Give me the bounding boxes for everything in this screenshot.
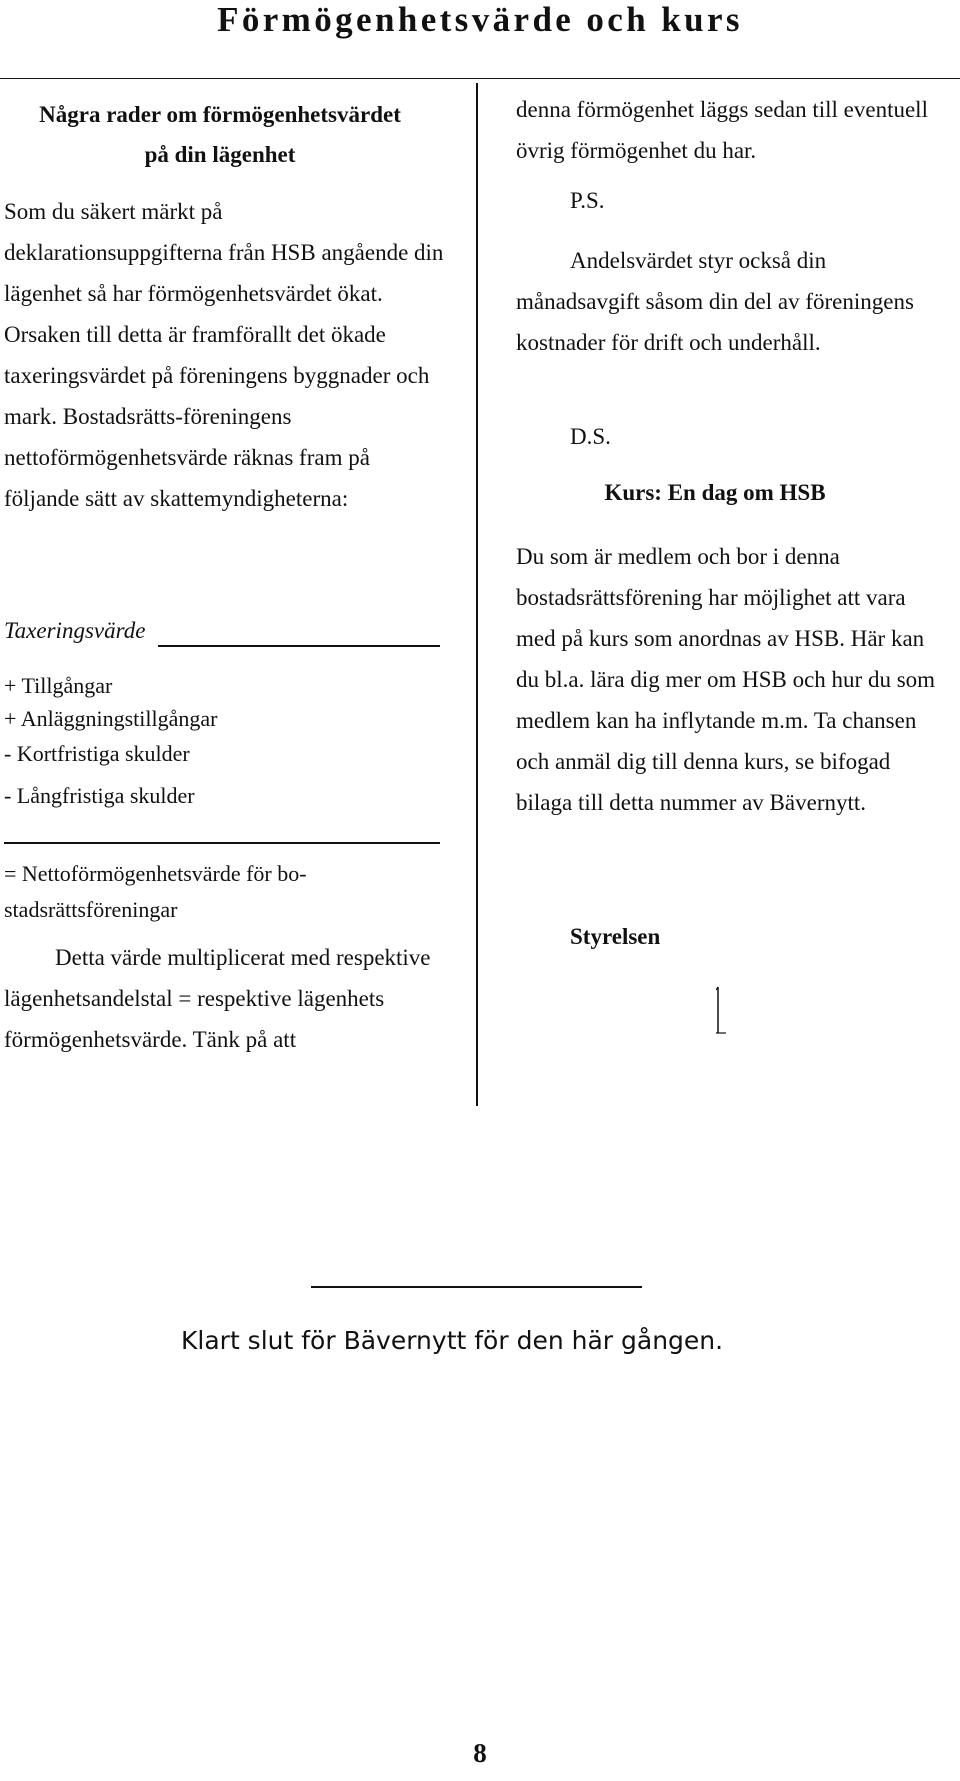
- formula-line-anlaggningstillgangar: + Anläggningstillgångar: [4, 706, 218, 731]
- closing-text: Klart slut för Bävernytt för den här gången.: [181, 1326, 724, 1355]
- page-title: Förmögenhetsvärde och kurs: [217, 0, 743, 39]
- formula-sum-rule: [4, 842, 440, 844]
- formula-line-langfristiga: - Långfristiga skulder: [4, 783, 195, 808]
- article-heading-line-1: Några rader om förmögenhetsvärdet: [39, 102, 401, 127]
- column-divider: [476, 83, 478, 1106]
- article-heading: [0, 95, 440, 175]
- ds-label: D.S.: [570, 424, 611, 449]
- formula-line-kortfristiga: - Kortfristiga skulder: [4, 741, 190, 766]
- formula-taxeringsvarde: Taxeringsvärde: [4, 618, 146, 643]
- kurs-paragraph: Du som är medlem och bor i denna bostadsrättsförening har möjlighet att vara med på kurs som anordnas av HSB. Här kan du bl.a. lära dig mer om HSB och hur du som medlem kan ha inflytande m.m. Ta chansen och anmäl dig till denna kurs, se bifogad bilaga till detta nummer av Bävernytt.: [516, 544, 936, 815]
- andelsvarde-paragraph: Andelsvärdet styr också din månadsavgift såsom din del av föreningens kostnader för drift och underhåll.: [516, 248, 914, 355]
- article-heading-line-2: på din lägenhet: [144, 142, 296, 167]
- page-number: 8: [473, 1738, 487, 1768]
- formula-line-tillgangar: + Tillgångar: [4, 673, 113, 698]
- kurs-heading: Kurs: En dag om HSB: [604, 480, 826, 505]
- header-rule: [0, 78, 960, 79]
- formula-underline: [158, 645, 440, 647]
- continuation-paragraph: denna förmögenhet läggs sedan till eventuell övrig förmögenhet du har.: [516, 97, 928, 163]
- detta-paragraph: Detta värde multiplicerat med respektive lägenhetsandelstal = respektive lägenhets förmögenhetsvärde. Tänk på att: [4, 945, 431, 1052]
- intro-paragraph: Som du säkert märkt på deklarationsuppgifterna från HSB angående din lägenhet så har förmögenhetsvärdet ökat. Orsaken till detta är framförallt det ökade taxeringsvärdet på föreningens byggnader och mark. Bostadsrätts-föreningens nettoförmögenhetsvärde räknas fram på följande sätt av skattemyndigheterna:: [4, 199, 444, 511]
- formula-result: = Nettoförmögenhetsvärde för bo-stadsrättsföreningar: [4, 861, 307, 922]
- decorative-stroke: [716, 983, 726, 1035]
- signature: Styrelsen: [570, 924, 661, 949]
- ps-label: P.S.: [570, 188, 605, 213]
- closing-rule: [311, 1286, 642, 1288]
